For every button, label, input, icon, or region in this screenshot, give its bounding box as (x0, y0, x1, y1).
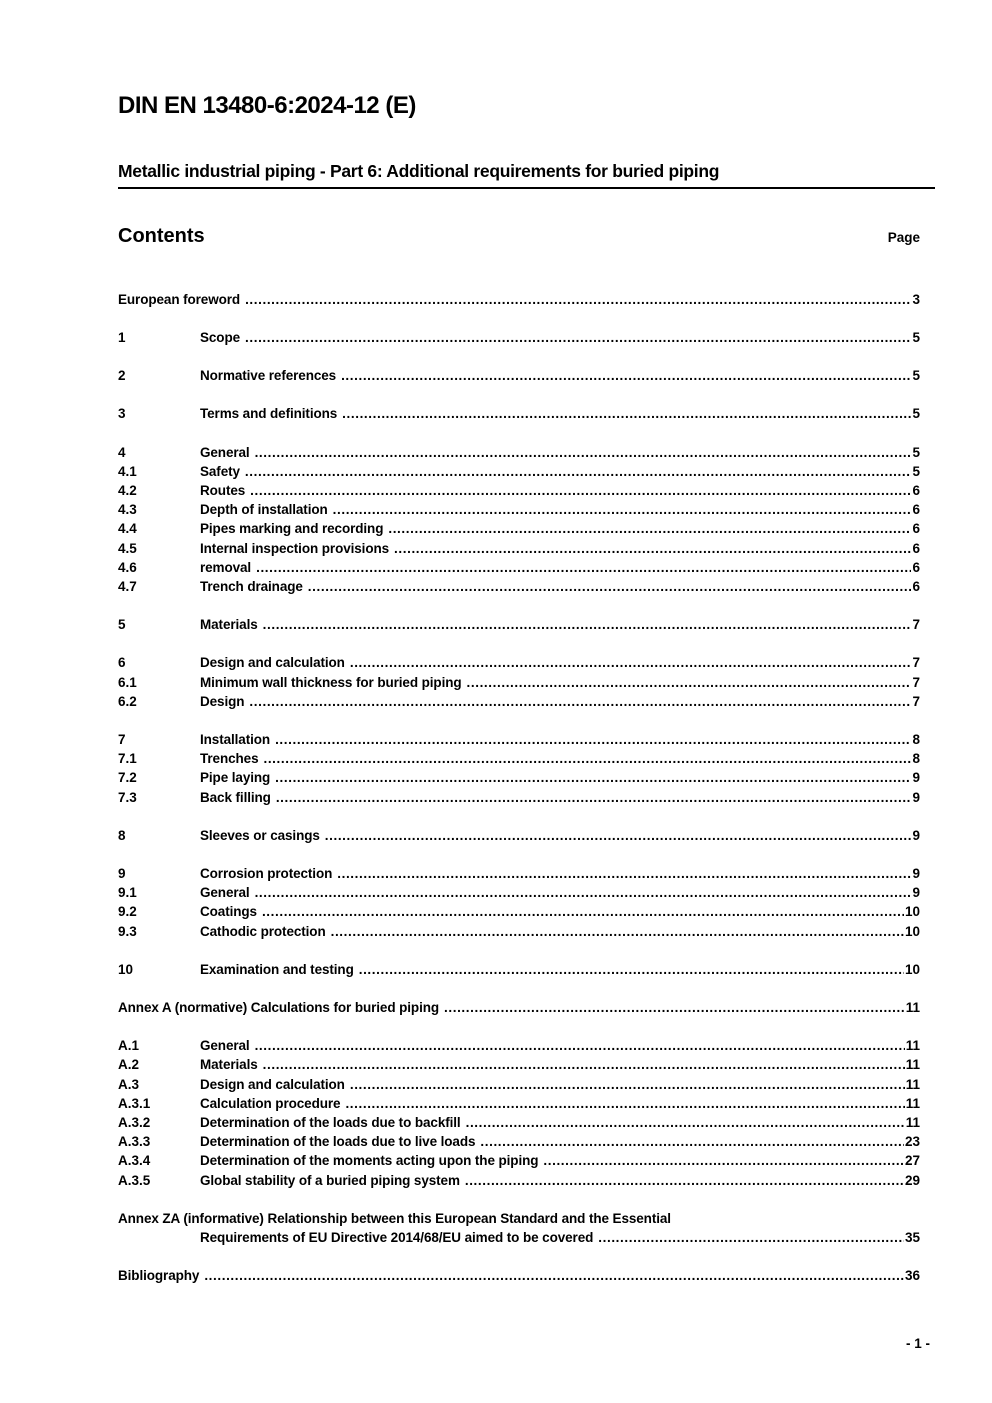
toc-page-number: 7 (912, 693, 920, 709)
toc-leader-dots (341, 366, 911, 385)
toc-leader-dots (255, 883, 912, 902)
toc-entry-number: 9.2 (118, 904, 137, 920)
toc-page-number: 9 (912, 770, 920, 786)
toc-leader-dots (337, 864, 911, 883)
toc-entry-number: 10 (118, 961, 134, 977)
toc-entry-title: Global stability of a buried piping system (200, 1172, 460, 1188)
toc-row (118, 404, 920, 423)
toc-row (118, 1151, 920, 1170)
toc-entry-title: Normative references (200, 368, 337, 384)
toc-entry-number: 4.4 (118, 521, 137, 537)
toc-leader-dots (245, 328, 911, 347)
toc-row (118, 519, 920, 538)
toc-leader-dots (255, 443, 912, 462)
toc-page-number: 9 (912, 827, 920, 843)
toc-entry-title: Pipes marking and recording (200, 521, 384, 537)
toc-page-number: 3 (912, 291, 920, 307)
toc-row (118, 1209, 920, 1228)
toc-entry-title: Minimum wall thickness for buried piping (200, 674, 462, 690)
toc-leader-dots (359, 960, 904, 979)
toc-entry-title: Back filling (200, 789, 271, 805)
toc-page-number: 8 (912, 751, 920, 767)
toc-entry-title: Determination of the loads due to backfill (200, 1115, 461, 1131)
toc-leader-dots (388, 519, 911, 538)
toc-row (118, 768, 920, 787)
toc-leader-dots (467, 673, 912, 692)
toc-page-number: 11 (905, 1000, 920, 1015)
doc-subtitle: Metallic industrial piping - Part 6: Additional requirements for buried piping (118, 161, 935, 189)
toc-leader-dots (249, 692, 911, 711)
toc-row (118, 902, 920, 921)
toc-leader-dots (256, 558, 911, 577)
toc-entry-number: 9 (118, 865, 126, 881)
toc-entry-title: Examination and testing (200, 961, 354, 977)
toc-row (118, 998, 920, 1017)
toc-entry-number: 4.7 (118, 578, 137, 594)
toc-leader-dots (480, 1132, 904, 1151)
toc-page-number: 7 (912, 617, 920, 633)
toc-entry-number: A.2 (118, 1057, 140, 1073)
toc-row (118, 692, 920, 711)
toc-page-number: 23 (904, 1134, 920, 1150)
toc-row (118, 864, 920, 883)
toc-page-number: 11 (905, 1095, 920, 1111)
toc-entry-number: 4.5 (118, 540, 137, 556)
toc-leader-dots (598, 1228, 904, 1247)
toc-page-number: 6 (912, 482, 920, 498)
toc-entry-title: Terms and definitions (200, 406, 338, 422)
toc-page-number: 6 (912, 559, 920, 575)
toc-page-number: 6 (912, 502, 920, 518)
toc-page-number: 7 (912, 674, 920, 690)
toc-entry-number: 2 (118, 368, 126, 384)
toc-entry-number: 4.1 (118, 463, 137, 479)
toc-leader-dots (245, 462, 912, 481)
toc-page-number: 6 (912, 540, 920, 556)
toc-page-number: 5 (912, 444, 920, 460)
table-of-contents (118, 290, 920, 1286)
toc-entry-title: Determination of the loads due to live loads (200, 1134, 476, 1150)
toc-entry-title: Materials (200, 1057, 258, 1073)
toc-entry-title: Trenches (200, 751, 259, 767)
toc-entry-title: Annex ZA (informative) Relationship between this European Standard and the Essential (118, 1210, 671, 1226)
toc-entry-number: 8 (118, 827, 126, 843)
toc-leader-dots (331, 922, 904, 941)
toc-leader-dots (350, 1075, 905, 1094)
toc-entry-number: 9.3 (118, 923, 137, 939)
toc-entry-title: General (200, 1038, 250, 1054)
toc-page-number: 11 (905, 1076, 920, 1092)
toc-leader-dots (250, 481, 911, 500)
toc-entry-number: 7 (118, 731, 126, 747)
toc-leader-dots (275, 768, 911, 787)
toc-entry-title: Coatings (200, 904, 257, 920)
toc-entry-title: Pipe laying (200, 770, 271, 786)
document-page (118, 0, 920, 1285)
toc-leader-dots (342, 404, 911, 423)
toc-entry-title: Corrosion protection (200, 865, 333, 881)
toc-row (118, 328, 920, 347)
toc-entry-number: 1 (118, 329, 126, 345)
toc-entry-title: Annex A (normative) Calculations for buried piping (118, 1000, 440, 1015)
toc-row (118, 462, 920, 481)
toc-entry-title: Cathodic protection (200, 923, 326, 939)
toc-entry-title: Routes (200, 482, 246, 498)
doc-title: DIN EN 13480-6:2024-12 (E) (118, 92, 416, 119)
toc-entry-number: 4.6 (118, 559, 137, 575)
toc-entry-title: General (200, 444, 250, 460)
toc-entry-title: Safety (200, 463, 240, 479)
toc-entry-title: Requirements of EU Directive 2014/68/EU aimed to be covered (200, 1230, 594, 1246)
toc-entry-number: 6.1 (118, 674, 137, 690)
toc-leader-dots (444, 998, 905, 1017)
toc-page-number: 9 (912, 865, 920, 881)
toc-page-number: 10 (904, 961, 920, 977)
toc-page-number: 5 (912, 329, 920, 345)
toc-entry-number: 4 (118, 444, 126, 460)
toc-entry-title: Sleeves or casings (200, 827, 320, 843)
toc-page-number: 7 (912, 655, 920, 671)
toc-entry-number: 5 (118, 617, 126, 633)
toc-entry-number: 6.2 (118, 693, 137, 709)
toc-row (118, 1036, 920, 1055)
toc-row (118, 1113, 920, 1132)
toc-leader-dots (466, 1113, 905, 1132)
toc-entry-number: A.3.4 (118, 1153, 151, 1169)
toc-entry-number: 3 (118, 406, 126, 422)
toc-leader-dots (204, 1266, 904, 1285)
toc-entry-title: Calculation procedure (200, 1095, 341, 1111)
toc-page-number: 10 (904, 904, 920, 920)
toc-row (118, 443, 920, 462)
toc-row (118, 290, 920, 309)
toc-row (118, 883, 920, 902)
toc-entry-number: A.1 (118, 1038, 140, 1054)
toc-row (118, 1171, 920, 1190)
toc-row (118, 922, 920, 941)
toc-row (118, 558, 920, 577)
toc-entry-title: Design (200, 693, 245, 709)
toc-page-number: 6 (912, 521, 920, 537)
toc-leader-dots (245, 290, 911, 309)
toc-row (118, 788, 920, 807)
toc-leader-dots (262, 902, 904, 921)
toc-leader-dots (276, 788, 912, 807)
toc-page-number: 35 (904, 1230, 920, 1246)
toc-leader-dots (263, 615, 912, 634)
toc-row (118, 730, 920, 749)
toc-page-number: 27 (904, 1153, 920, 1169)
toc-page-number: 36 (904, 1268, 920, 1284)
toc-entry-title: General (200, 885, 250, 901)
footer-page-number: - 1 - (905, 1336, 930, 1351)
toc-entry-number: 6 (118, 655, 126, 671)
toc-row (118, 1266, 920, 1285)
toc-entry-title: Determination of the moments acting upon the piping (200, 1153, 539, 1169)
toc-page-number: 6 (912, 578, 920, 594)
toc-entry-number: A.3.3 (118, 1134, 151, 1150)
toc-row (118, 1132, 920, 1151)
toc-row (118, 481, 920, 500)
toc-entry-number: A.3.1 (118, 1095, 151, 1111)
toc-row (118, 673, 920, 692)
toc-row (118, 1094, 920, 1113)
toc-row (118, 366, 920, 385)
contents-heading: Contents (118, 224, 205, 247)
toc-leader-dots (275, 730, 911, 749)
toc-entry-title: Depth of installation (200, 502, 328, 518)
toc-entry-title: Materials (200, 617, 258, 633)
contents-header-row (118, 225, 920, 248)
toc-leader-dots (255, 1036, 905, 1055)
toc-leader-dots (350, 653, 912, 672)
toc-page-number: 11 (905, 1115, 920, 1131)
toc-entry-number: 7.1 (118, 751, 137, 767)
toc-leader-dots (465, 1171, 904, 1190)
toc-page-number: 11 (905, 1038, 920, 1054)
toc-leader-dots (263, 1055, 905, 1074)
toc-entry-title: Design and calculation (200, 655, 345, 671)
toc-leader-dots (394, 539, 911, 558)
toc-entry-title: Trench drainage (200, 578, 303, 594)
toc-entry-title: removal (200, 559, 252, 575)
toc-row (118, 539, 920, 558)
toc-page-number: 9 (912, 789, 920, 805)
toc-row (118, 653, 920, 672)
toc-entry-number: 7.3 (118, 789, 137, 805)
toc-page-number: 5 (912, 463, 920, 479)
toc-entry-number: A.3 (118, 1076, 140, 1092)
toc-page-number: 10 (904, 923, 920, 939)
toc-page-number: 29 (904, 1172, 920, 1188)
toc-row (118, 960, 920, 979)
toc-entry-title: Scope (200, 329, 241, 345)
toc-entry-number: 7.2 (118, 770, 137, 786)
toc-leader-dots (325, 826, 912, 845)
toc-leader-dots (263, 749, 911, 768)
toc-row (118, 577, 920, 596)
toc-entry-title: European foreword (118, 291, 241, 307)
toc-entry-title: Design and calculation (200, 1076, 345, 1092)
toc-leader-dots (333, 500, 912, 519)
toc-leader-dots (543, 1151, 904, 1170)
toc-entry-number: A.3.5 (118, 1172, 151, 1188)
toc-entry-number: 4.2 (118, 482, 137, 498)
toc-row (118, 749, 920, 768)
toc-page-number: 11 (905, 1057, 920, 1073)
toc-row (118, 615, 920, 634)
toc-entry-number: 4.3 (118, 502, 137, 518)
toc-entry-title: Internal inspection provisions (200, 540, 390, 556)
toc-entry-title: Installation (200, 731, 271, 747)
page-column-label: Page (887, 229, 920, 245)
toc-leader-dots (345, 1094, 904, 1113)
toc-entry-title: Bibliography (118, 1268, 200, 1284)
page-footer (906, 1336, 930, 1351)
toc-row (118, 1228, 920, 1247)
toc-row (118, 826, 920, 845)
toc-page-number: 8 (912, 731, 920, 747)
toc-entry-number: A.3.2 (118, 1115, 151, 1131)
toc-row (118, 1055, 920, 1074)
toc-leader-dots (308, 577, 912, 596)
toc-page-number: 5 (912, 406, 920, 422)
toc-row (118, 500, 920, 519)
toc-entry-number: 9.1 (118, 885, 137, 901)
toc-row (118, 1075, 920, 1094)
toc-page-number: 5 (912, 368, 920, 384)
toc-page-number: 9 (912, 885, 920, 901)
